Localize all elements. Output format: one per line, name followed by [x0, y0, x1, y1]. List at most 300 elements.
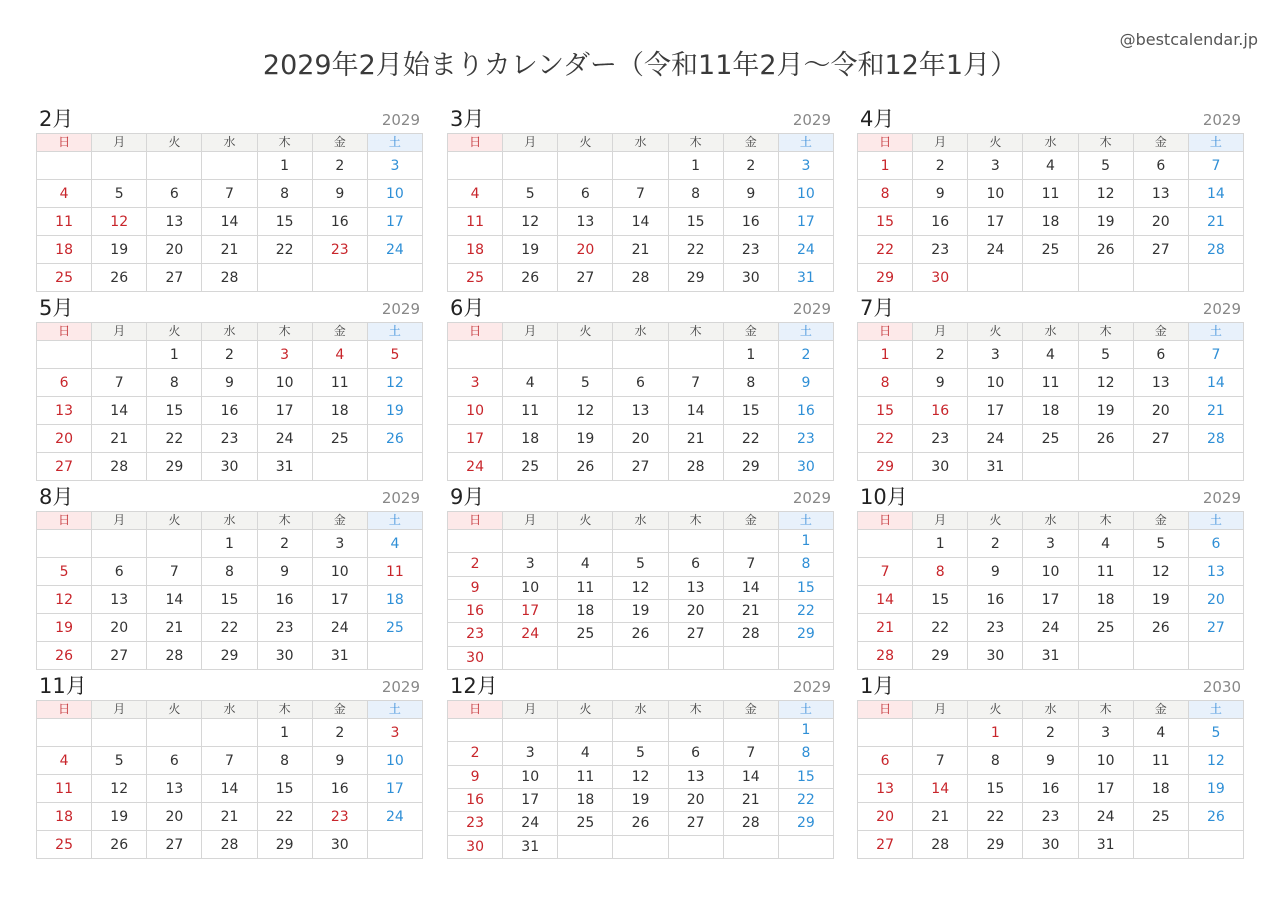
day-cell: 11 — [503, 397, 558, 425]
day-cell: 8 — [202, 558, 257, 586]
month-year: 2029 — [792, 111, 831, 129]
day-cell: 29 — [258, 831, 313, 859]
weekday-label: 月 — [503, 134, 558, 152]
day-cell: 24 — [968, 236, 1023, 264]
day-cell: 4 — [368, 530, 423, 558]
empty-day-cell — [724, 647, 779, 670]
day-grid — [447, 341, 834, 481]
day-cell: 20 — [613, 425, 668, 453]
month-year: 2029 — [381, 111, 420, 129]
day-cell: 2 — [448, 742, 503, 765]
empty-day-cell — [1079, 264, 1134, 292]
weekday-label: 水 — [202, 701, 257, 719]
empty-day-cell — [503, 341, 558, 369]
day-cell: 19 — [1189, 775, 1244, 803]
day-cell: 27 — [1189, 614, 1244, 642]
weekday-label: 金 — [724, 512, 779, 530]
weekday-label: 土 — [779, 134, 834, 152]
empty-day-cell — [1189, 642, 1244, 670]
empty-day-cell — [147, 530, 202, 558]
day-cell: 5 — [92, 180, 147, 208]
empty-day-cell — [669, 836, 724, 859]
day-cell: 11 — [37, 775, 92, 803]
day-cell: 19 — [613, 600, 668, 623]
day-cell: 24 — [1023, 614, 1078, 642]
day-cell: 26 — [1079, 425, 1134, 453]
day-cell: 12 — [503, 208, 558, 236]
day-cell: 8 — [858, 369, 913, 397]
day-cell: 16 — [724, 208, 779, 236]
empty-day-cell — [613, 647, 668, 670]
weekday-label: 土 — [368, 134, 423, 152]
day-cell: 20 — [558, 236, 613, 264]
day-cell: 23 — [1023, 803, 1078, 831]
weekday-label: 月 — [503, 701, 558, 719]
month-header — [447, 674, 834, 698]
day-cell: 23 — [779, 425, 834, 453]
day-cell: 11 — [37, 208, 92, 236]
empty-day-cell — [558, 719, 613, 742]
weekday-label: 日 — [448, 134, 503, 152]
weekday-label: 火 — [147, 512, 202, 530]
day-cell: 19 — [368, 397, 423, 425]
day-cell: 21 — [1189, 208, 1244, 236]
day-cell: 16 — [779, 397, 834, 425]
month-name: 3月 — [450, 107, 485, 131]
day-cell: 13 — [92, 586, 147, 614]
month-header — [36, 674, 423, 698]
empty-day-cell — [313, 264, 368, 292]
day-cell: 27 — [1134, 425, 1189, 453]
weekday-label: 日 — [858, 701, 913, 719]
day-cell: 10 — [968, 180, 1023, 208]
day-cell: 22 — [913, 614, 968, 642]
empty-day-cell — [37, 152, 92, 180]
day-cell: 5 — [1079, 341, 1134, 369]
month-calendar — [36, 485, 423, 669]
day-cell: 20 — [147, 803, 202, 831]
weekday-label: 水 — [1023, 701, 1078, 719]
day-cell: 29 — [779, 623, 834, 646]
day-cell: 17 — [258, 397, 313, 425]
day-cell: 22 — [968, 803, 1023, 831]
weekday-label: 日 — [37, 323, 92, 341]
day-cell: 28 — [1189, 425, 1244, 453]
month-calendar — [36, 296, 423, 480]
day-cell: 9 — [258, 558, 313, 586]
day-cell: 14 — [724, 577, 779, 600]
day-cell: 3 — [503, 742, 558, 765]
day-grid — [447, 530, 834, 670]
day-cell: 16 — [448, 789, 503, 812]
empty-day-cell — [613, 152, 668, 180]
weekday-header — [36, 511, 423, 530]
weekday-label: 金 — [1134, 512, 1189, 530]
day-cell: 4 — [1134, 719, 1189, 747]
day-cell: 29 — [858, 264, 913, 292]
weekday-label: 火 — [968, 701, 1023, 719]
weekday-label: 木 — [669, 323, 724, 341]
day-cell: 4 — [1023, 341, 1078, 369]
empty-day-cell — [368, 831, 423, 859]
weekday-label: 木 — [258, 512, 313, 530]
day-cell: 7 — [669, 369, 724, 397]
empty-day-cell — [368, 264, 423, 292]
day-cell: 10 — [503, 577, 558, 600]
weekday-label: 日 — [858, 323, 913, 341]
day-cell: 9 — [448, 766, 503, 789]
empty-day-cell — [724, 719, 779, 742]
day-cell: 6 — [147, 747, 202, 775]
day-cell: 15 — [858, 397, 913, 425]
day-cell: 6 — [558, 180, 613, 208]
day-cell: 14 — [202, 208, 257, 236]
day-cell: 19 — [1079, 208, 1134, 236]
month-year: 2029 — [1202, 300, 1241, 318]
month-year: 2030 — [1202, 678, 1241, 696]
day-cell: 17 — [968, 397, 1023, 425]
weekday-header — [857, 511, 1244, 530]
month-header — [36, 296, 423, 320]
month-calendar — [447, 485, 834, 669]
day-cell: 25 — [1023, 425, 1078, 453]
month-year: 2029 — [792, 300, 831, 318]
day-cell: 9 — [1023, 747, 1078, 775]
day-cell: 25 — [558, 623, 613, 646]
day-cell: 24 — [779, 236, 834, 264]
empty-day-cell — [858, 530, 913, 558]
day-cell: 27 — [669, 812, 724, 835]
day-cell: 14 — [147, 586, 202, 614]
day-cell: 6 — [1189, 530, 1244, 558]
month-header — [36, 485, 423, 509]
day-cell: 26 — [613, 812, 668, 835]
day-cell: 7 — [202, 747, 257, 775]
day-cell: 20 — [92, 614, 147, 642]
day-cell: 3 — [313, 530, 368, 558]
day-cell: 18 — [558, 600, 613, 623]
day-cell: 26 — [1189, 803, 1244, 831]
day-cell: 15 — [202, 586, 257, 614]
day-cell: 20 — [147, 236, 202, 264]
empty-day-cell — [779, 647, 834, 670]
day-cell: 30 — [258, 642, 313, 670]
day-cell: 26 — [37, 642, 92, 670]
day-cell: 25 — [313, 425, 368, 453]
day-cell: 21 — [202, 803, 257, 831]
day-cell: 18 — [1079, 586, 1134, 614]
weekday-label: 土 — [779, 512, 834, 530]
day-cell: 12 — [1134, 558, 1189, 586]
day-cell: 5 — [37, 558, 92, 586]
weekday-label: 月 — [92, 134, 147, 152]
day-cell: 11 — [1023, 180, 1078, 208]
day-cell: 22 — [258, 236, 313, 264]
day-cell: 16 — [313, 775, 368, 803]
day-cell: 27 — [669, 623, 724, 646]
day-cell: 20 — [37, 425, 92, 453]
empty-day-cell — [1023, 264, 1078, 292]
month-calendar — [447, 296, 834, 480]
empty-day-cell — [37, 719, 92, 747]
page-title: 2029年2月始まりカレンダー（令和11年2月〜令和12年1月） — [262, 50, 1018, 81]
day-cell: 24 — [1079, 803, 1134, 831]
day-cell: 15 — [779, 766, 834, 789]
weekday-label: 月 — [913, 701, 968, 719]
day-cell: 23 — [448, 623, 503, 646]
weekday-label: 水 — [1023, 323, 1078, 341]
day-cell: 19 — [92, 236, 147, 264]
month-header — [447, 485, 834, 509]
day-cell: 23 — [913, 425, 968, 453]
day-cell: 26 — [503, 264, 558, 292]
weekday-label: 土 — [779, 323, 834, 341]
day-cell: 3 — [779, 152, 834, 180]
day-cell: 11 — [558, 766, 613, 789]
day-cell: 14 — [1189, 180, 1244, 208]
day-cell: 23 — [724, 236, 779, 264]
weekday-label: 日 — [37, 701, 92, 719]
empty-day-cell — [1023, 453, 1078, 481]
day-cell: 7 — [1189, 152, 1244, 180]
weekday-label: 金 — [313, 701, 368, 719]
empty-day-cell — [613, 836, 668, 859]
month-header — [36, 107, 423, 131]
day-cell: 11 — [448, 208, 503, 236]
weekday-label: 金 — [313, 134, 368, 152]
day-cell: 21 — [858, 614, 913, 642]
month-header — [857, 485, 1244, 509]
day-cell: 20 — [858, 803, 913, 831]
day-cell: 25 — [368, 614, 423, 642]
day-cell: 3 — [968, 152, 1023, 180]
weekday-label: 月 — [913, 512, 968, 530]
weekday-label: 火 — [558, 134, 613, 152]
empty-day-cell — [779, 836, 834, 859]
empty-day-cell — [448, 152, 503, 180]
day-cell: 3 — [968, 341, 1023, 369]
month-name: 10月 — [860, 485, 908, 509]
month-calendar — [857, 485, 1244, 669]
day-cell: 27 — [37, 453, 92, 481]
weekday-label: 月 — [92, 323, 147, 341]
empty-day-cell — [448, 341, 503, 369]
day-cell: 5 — [558, 369, 613, 397]
day-cell: 25 — [1134, 803, 1189, 831]
day-cell: 16 — [1023, 775, 1078, 803]
month-year: 2029 — [381, 678, 420, 696]
weekday-label: 月 — [503, 512, 558, 530]
weekday-label: 水 — [202, 134, 257, 152]
day-cell: 26 — [368, 425, 423, 453]
month-name: 4月 — [860, 107, 895, 131]
day-cell: 14 — [669, 397, 724, 425]
weekday-label: 火 — [558, 701, 613, 719]
day-cell: 13 — [669, 577, 724, 600]
weekday-label: 木 — [258, 701, 313, 719]
weekday-label: 木 — [669, 701, 724, 719]
empty-day-cell — [92, 719, 147, 747]
empty-day-cell — [92, 152, 147, 180]
day-cell: 1 — [858, 341, 913, 369]
day-cell: 8 — [724, 369, 779, 397]
day-cell: 30 — [313, 831, 368, 859]
day-cell: 29 — [724, 453, 779, 481]
day-cell: 30 — [448, 647, 503, 670]
day-cell: 15 — [669, 208, 724, 236]
day-cell: 2 — [448, 553, 503, 576]
empty-day-cell — [202, 719, 257, 747]
weekday-label: 金 — [1134, 701, 1189, 719]
day-cell: 5 — [613, 553, 668, 576]
day-cell: 14 — [913, 775, 968, 803]
empty-day-cell — [92, 530, 147, 558]
day-cell: 7 — [1189, 341, 1244, 369]
day-cell: 16 — [913, 397, 968, 425]
empty-day-cell — [1079, 642, 1134, 670]
day-cell: 17 — [779, 208, 834, 236]
day-cell: 27 — [558, 264, 613, 292]
day-cell: 29 — [779, 812, 834, 835]
day-cell: 14 — [613, 208, 668, 236]
day-cell: 2 — [968, 530, 1023, 558]
day-cell: 26 — [92, 831, 147, 859]
site-credit: @bestcalendar.jp — [1119, 30, 1258, 49]
day-cell: 10 — [1079, 747, 1134, 775]
day-grid — [857, 719, 1244, 859]
weekday-label: 木 — [258, 323, 313, 341]
weekday-label: 火 — [558, 512, 613, 530]
day-cell: 9 — [313, 180, 368, 208]
day-cell: 14 — [92, 397, 147, 425]
day-cell: 24 — [313, 614, 368, 642]
day-cell: 22 — [858, 425, 913, 453]
weekday-label: 木 — [1079, 701, 1134, 719]
empty-day-cell — [202, 152, 257, 180]
empty-day-cell — [613, 719, 668, 742]
day-cell: 26 — [1079, 236, 1134, 264]
day-cell: 1 — [858, 152, 913, 180]
empty-day-cell — [558, 836, 613, 859]
day-cell: 28 — [1189, 236, 1244, 264]
day-cell: 29 — [858, 453, 913, 481]
day-cell: 11 — [1134, 747, 1189, 775]
empty-day-cell — [558, 647, 613, 670]
day-cell: 15 — [258, 208, 313, 236]
day-cell: 20 — [669, 600, 724, 623]
weekday-label: 土 — [779, 701, 834, 719]
day-cell: 19 — [503, 236, 558, 264]
day-cell: 28 — [669, 453, 724, 481]
day-cell: 5 — [92, 747, 147, 775]
day-cell: 18 — [37, 803, 92, 831]
day-grid — [36, 152, 423, 292]
month-calendar — [857, 296, 1244, 480]
day-cell: 23 — [968, 614, 1023, 642]
day-cell: 13 — [558, 208, 613, 236]
day-cell: 24 — [258, 425, 313, 453]
day-cell: 21 — [202, 236, 257, 264]
day-cell: 23 — [313, 236, 368, 264]
day-cell: 10 — [258, 369, 313, 397]
day-cell: 17 — [1079, 775, 1134, 803]
month-calendar — [857, 674, 1244, 858]
day-cell: 27 — [858, 831, 913, 859]
day-cell: 2 — [313, 719, 368, 747]
day-cell: 10 — [368, 180, 423, 208]
month-calendar — [36, 674, 423, 858]
day-cell: 6 — [147, 180, 202, 208]
day-cell: 24 — [968, 425, 1023, 453]
day-cell: 12 — [1189, 747, 1244, 775]
day-cell: 7 — [724, 553, 779, 576]
day-cell: 4 — [558, 553, 613, 576]
day-cell: 3 — [448, 369, 503, 397]
weekday-label: 火 — [968, 134, 1023, 152]
day-cell: 3 — [1023, 530, 1078, 558]
day-cell: 1 — [258, 152, 313, 180]
day-cell: 7 — [202, 180, 257, 208]
day-cell: 12 — [1079, 180, 1134, 208]
day-cell: 3 — [368, 719, 423, 747]
weekday-label: 木 — [1079, 512, 1134, 530]
day-cell: 28 — [202, 264, 257, 292]
day-cell: 3 — [503, 553, 558, 576]
month-calendar — [447, 107, 834, 291]
weekday-header — [447, 700, 834, 719]
day-cell: 4 — [448, 180, 503, 208]
empty-day-cell — [913, 719, 968, 747]
weekday-label: 水 — [1023, 134, 1078, 152]
empty-day-cell — [669, 719, 724, 742]
day-cell: 16 — [448, 600, 503, 623]
day-cell: 4 — [37, 180, 92, 208]
day-cell: 28 — [92, 453, 147, 481]
day-cell: 19 — [37, 614, 92, 642]
day-cell: 9 — [913, 180, 968, 208]
day-cell: 29 — [147, 453, 202, 481]
day-cell: 2 — [258, 530, 313, 558]
day-cell: 15 — [147, 397, 202, 425]
day-grid — [36, 719, 423, 859]
day-cell: 18 — [1023, 208, 1078, 236]
weekday-header — [36, 700, 423, 719]
day-cell: 18 — [313, 397, 368, 425]
day-cell: 18 — [1023, 397, 1078, 425]
day-cell: 28 — [202, 831, 257, 859]
day-cell: 18 — [37, 236, 92, 264]
day-cell: 24 — [448, 453, 503, 481]
day-cell: 13 — [37, 397, 92, 425]
day-cell: 21 — [147, 614, 202, 642]
month-calendar — [447, 674, 834, 858]
day-cell: 25 — [1079, 614, 1134, 642]
empty-day-cell — [669, 530, 724, 553]
day-cell: 29 — [968, 831, 1023, 859]
empty-day-cell — [313, 453, 368, 481]
weekday-label: 日 — [37, 134, 92, 152]
weekday-label: 火 — [968, 323, 1023, 341]
empty-day-cell — [1134, 453, 1189, 481]
month-year: 2029 — [1202, 489, 1241, 507]
weekday-label: 火 — [147, 323, 202, 341]
day-cell: 12 — [92, 208, 147, 236]
day-cell: 17 — [313, 586, 368, 614]
day-cell: 10 — [503, 766, 558, 789]
empty-day-cell — [1189, 264, 1244, 292]
empty-day-cell — [503, 152, 558, 180]
day-grid — [857, 341, 1244, 481]
